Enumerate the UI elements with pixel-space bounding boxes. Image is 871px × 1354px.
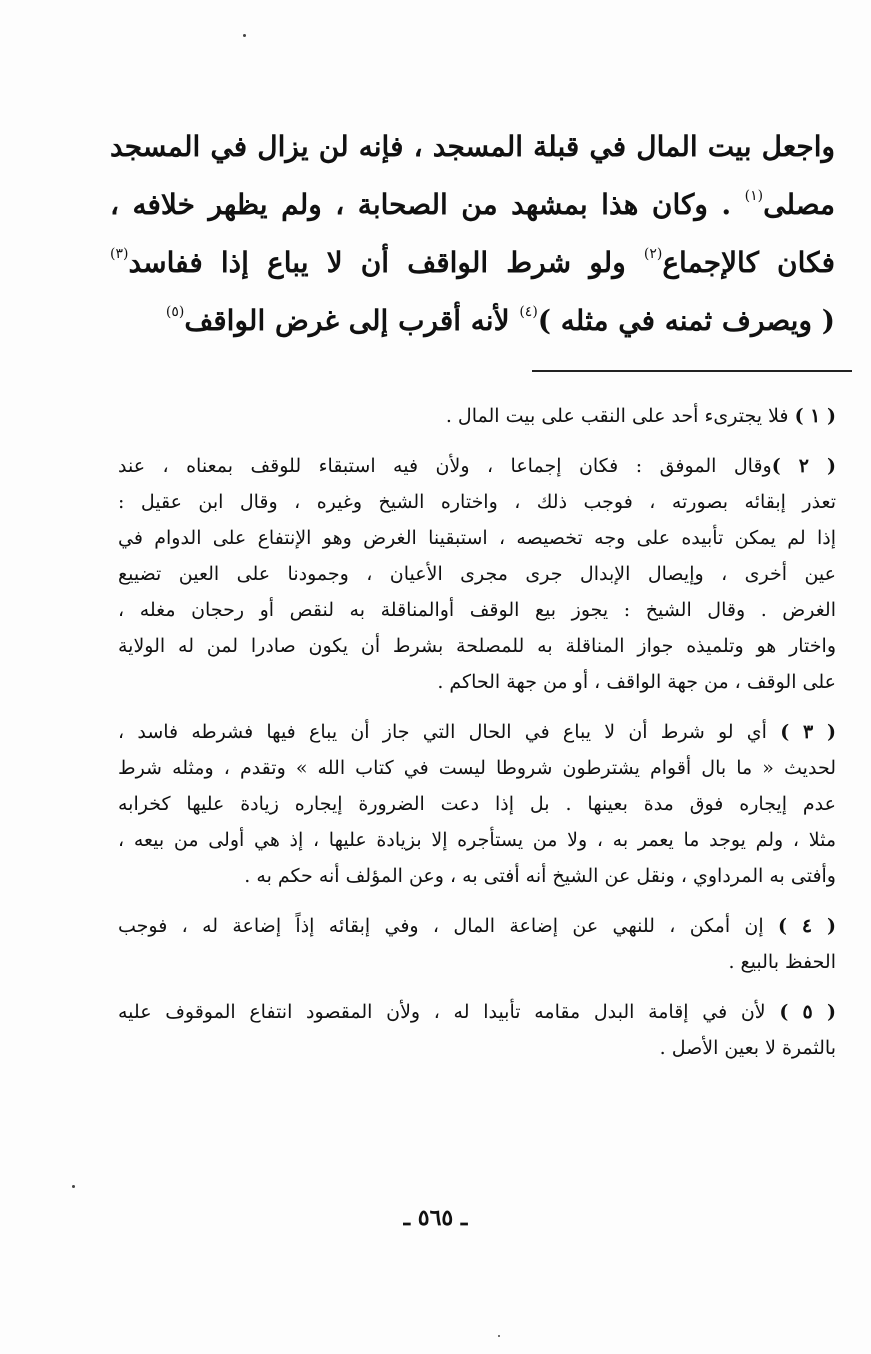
footnote-number: ( ٤ ) [778, 915, 836, 937]
footnote-line: على الوقف ، من جهة الواقف ، أو من جهة الحاكم . [437, 671, 836, 693]
page-number: ـ ٥٦٥ ـ [403, 1205, 468, 1231]
footnote-5 [118, 994, 836, 1066]
footnote-ref[interactable]: (٣) [110, 246, 129, 262]
scan-speck [243, 34, 246, 37]
footnote-line: عين أخرى ، وإيصال الإبدال جرى مجرى الأعيان ، وجمودنا على العين تضييع [118, 563, 836, 585]
footnote-line: إذا لم يمكن تأبيده على وجه تخصيصه ، استبقينا الغرض وهو الإنتفاع على الدوام في [118, 527, 836, 549]
footnote-line: الغرض . وقال الشيخ : يجوز بيع الوقف أوالمناقلة به لنقص أو رحجان مغله ، [118, 599, 836, 621]
footnote-line: عدم إيجاره فوق مدة بعينها . بل إذا دعت الضرورة إيجاره زيادة عليها كخرابه [118, 793, 836, 815]
footnote-line: ( ٢ )وقال الموفق : فكان إجماعا ، ولأن فيه استبقاء للوقف بمعناه ، عند [118, 455, 836, 477]
footnote-number: ( ٣ ) [780, 721, 837, 743]
footnote-line: ( ٥ ) لأن في إقامة البدل مقامه تأبيدا له ، ولأن المقصود انتفاع الموقوف عليه [118, 1001, 836, 1023]
footnote-line: واختار هو وتلميذه جواز المناقلة به للمصلحة بشرط أن يكون صادرا لمن له الولاية [118, 635, 836, 657]
footnote-2 [118, 448, 836, 700]
footnote-separator [532, 370, 852, 372]
footnotes [118, 398, 836, 1080]
footnote-line: الحفظ بالبيع . [728, 951, 836, 973]
main-text-line: واجعل بيت المال في قبلة المسجد ، فإنه لن يزال في المسجد [110, 130, 835, 163]
footnote-number: ( ١ ) [794, 405, 836, 427]
footnote-line: ( ٣ ) أي لو شرط أن لا يباع في الحال التي جاز أن يباع فيها فشرطه فاسد ، [118, 721, 837, 743]
footnote-1 [118, 398, 836, 434]
main-text-line: مصلى$^{(١)}$ . وكان هذا بمشهد من الصحابة ، ولم يظهر خلافه ، [110, 188, 835, 221]
footnote-ref[interactable]: (١) [744, 188, 764, 204]
scan-speck [498, 1335, 500, 1337]
footnote-line: وأفتى به المرداوي ، ونقل عن الشيخ أنه أفتى به ، وعن المؤلف أنه حكم به . [244, 865, 836, 887]
main-text-line: ( ويصرف ثمنه في مثله )$^{(٤)}$ لأنه أقرب إلى غرض الواقف$^{(٥)}$ [165, 304, 835, 337]
footnote-ref[interactable]: (٤) [519, 304, 538, 320]
footnote-3 [118, 714, 836, 894]
footnote-number: ( ٢ ) [771, 455, 836, 477]
footnote-4 [118, 908, 836, 980]
footnote-line: ( ١ ) فلا يجترىء أحد على النقب على بيت المال . [445, 405, 836, 427]
main-text [110, 118, 835, 350]
footnote-line: لحديث « ما بال أقوام يشترطون شروطا ليست في كتاب الله » وتقدم ، ومثله شرط [118, 757, 836, 779]
footnote-line: مثلا ، ولم يوجد ما يعمر به ، ولا من يستأجره إلا بزيادة عليها ، إذ هي أولى من بيعه ، [118, 829, 836, 851]
footnote-line: تعذر إبقائه بصورته ، فوجب ذلك ، واختاره الشيخ وغيره ، وقال ابن عقيل : [118, 491, 836, 513]
main-text-line: فكان كالإجماع$^{(٢)}$ ولو شرط الواقف أن لا يباع إذا ففاسد$^{(٣)}$ [110, 246, 835, 279]
footnote-ref[interactable]: (٥) [165, 304, 185, 320]
footnote-ref[interactable]: (٢) [643, 246, 663, 262]
footnote-line: بالثمرة لا بعين الأصل . [659, 1037, 836, 1059]
footnote-line: ( ٤ ) إن أمكن ، للنهي عن إضاعة المال ، وفي إبقائه إذاً إضاعة له ، فوجب [118, 915, 836, 937]
footnote-number: ( ٥ ) [779, 1001, 836, 1023]
scan-speck [72, 1185, 75, 1188]
